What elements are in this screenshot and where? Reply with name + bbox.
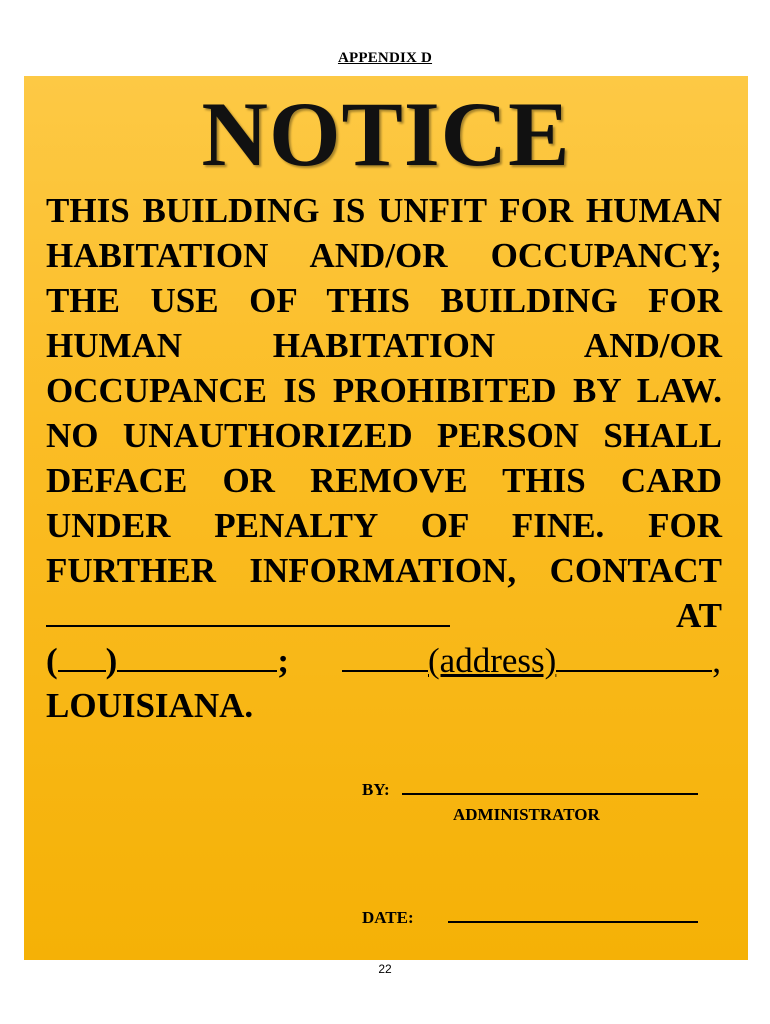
notice-line-3: THE USE OF THIS BUILDING FOR	[46, 281, 722, 320]
notice-line-7: DEFACE OR REMOVE THIS CARD	[46, 461, 722, 500]
notice-line-6: NO UNAUTHORIZED PERSON SHALL	[46, 416, 722, 455]
notice-line-5: OCCUPANCE IS PROHIBITED BY LAW.	[46, 371, 722, 410]
address-blank-right[interactable]	[556, 642, 712, 672]
by-row	[362, 780, 698, 800]
date-blank[interactable]	[448, 909, 698, 923]
notice-title: NOTICE	[201, 83, 571, 185]
date-row	[362, 908, 698, 928]
state-line: LOUISIANA.	[46, 686, 254, 725]
appendix-heading: APPENDIX D	[337, 50, 433, 66]
phone-address-row	[46, 638, 722, 683]
address-blank-left[interactable]	[342, 642, 428, 672]
contact-name-row	[46, 593, 722, 638]
administrator-label: ADMINISTRATOR	[453, 805, 600, 824]
notice-card	[24, 76, 748, 960]
notice-line-8: UNDER PENALTY OF FINE. FOR	[46, 506, 722, 545]
signature-blank[interactable]	[402, 781, 698, 795]
phone-number-blank[interactable]	[117, 642, 277, 672]
address-placeholder: (address)	[428, 641, 557, 680]
area-code-blank[interactable]	[58, 642, 106, 672]
by-label: BY:	[362, 780, 390, 799]
notice-line-1: THIS BUILDING IS UNFIT FOR HUMAN	[46, 191, 722, 230]
open-paren: (	[46, 641, 58, 680]
semicolon: ;	[277, 641, 289, 680]
notice-line-4: HUMAN HABITATION AND/OR	[46, 326, 722, 365]
at-word: AT	[675, 596, 722, 635]
close-paren: )	[105, 641, 118, 680]
notice-line-2: HABITATION AND/OR OCCUPANCY;	[46, 236, 722, 275]
date-label: DATE:	[362, 908, 414, 927]
address-comma: ,	[712, 641, 722, 680]
address-field[interactable]	[342, 638, 721, 683]
notice-line-9: FURTHER INFORMATION, CONTACT	[46, 551, 722, 590]
contact-name-blank[interactable]	[46, 597, 450, 627]
page-number: 22	[378, 962, 392, 976]
